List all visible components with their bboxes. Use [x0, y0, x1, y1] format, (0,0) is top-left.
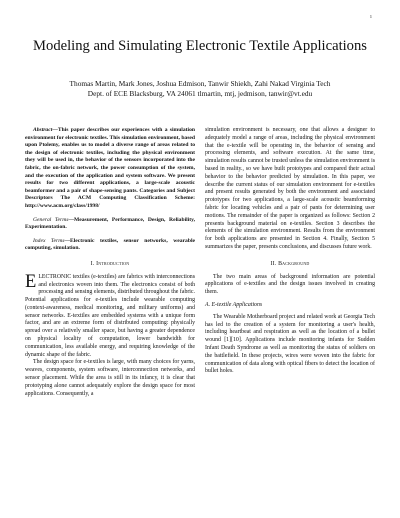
intro-paragraph-2: The design space for e-textiles is large, with many choices for yarns, weaves, components, system software, interconnection networks, and sensor placement. While the area is still in its infancy, it is clear that prototyping alone cannot adequately explore the design space for most applications. Consequently, a: [25, 359, 195, 397]
paper-title: Modeling and Simulating Electronic Textile Applications: [33, 38, 367, 54]
section-heading-background: II. Background: [270, 260, 310, 267]
abstract-text: —This paper describes our experiences with a simulation environment for electronic textiles. This simulation environment, based upon Ptolemy, enables us to model a diverse range of areas related to the design of electronic textiles, including the physical environment they will be used in, the behavior of the sensors incorporated into the fabric, the on-fabric network, the power consumption of the system, and the execution of the application and system software. We present results for two different applications, a large-scale acoustic beamformer and a pair of shape-sensing pants. Categories and Subject Descriptors The ACM Computing Classification Scheme: http://www.acm.org/class/1998/: [25, 127, 195, 209]
general-terms-label: General Terms: [33, 216, 69, 223]
authors-line: Thomas Martin, Mark Jones, Joshua Edmison, Tanwir Shiekh, Zahi Nakad Virginia Tech: [69, 79, 331, 88]
drop-cap: E: [25, 271, 37, 292]
abstract-label: Abstract: [33, 127, 53, 133]
background-paragraph-1: The two main areas of background information are potential applications of e-textiles and the design issues involved in creating them.: [205, 273, 375, 296]
general-terms: [25, 217, 195, 232]
intro-paragraph-2-continued: simulation environment is necessary, one that allows a designer to adequately model a range of areas, including the physical environment that the e-textile will be operating in, the behavior of sensing and processing elements, and software execution. At the same time, simulation results cannot be trusted unless the simulation environment is based in reality., so we have built prototypes and compared their actual behavior to the behavior predicted by simulation. In this paper, we describe the current status of our simulation environment for e-textiles and present results generated by both the environment and associated prototypes for two applications, a large-scale acoustic beamforming fabric for locating vehicles and a pair of pants for determining user motions. The remainder of the paper is organized as follows: Section 2 presents background material on e-textiles. Section 3 describes the elements of the simulation environment. Results from the environment for both applications are presented in Section 4. Finally, Section 5 summarizes the paper, presents conclusions, and discusses future work.: [205, 127, 375, 250]
intro-paragraph-1-text: LECTRONIC textiles (e-textiles) are fabrics with interconnections and electronics woven into them. The electronics consist of both processing and sensing elements, distributed throughout the fabric. Potential applications for e-textiles include wearable computing (context-awareness, medical monitoring, and military uniforms) and sensor networks. E-textiles are embedded systems with a unique form factor, and are an extreme form of distributed computing: physically spread over a relatively smaller space, but having a greater dependence on physical locality of computation, lower bandwidth for communication, less available energy, and requiring knowledge of the dynamic shape of the fabric.: [25, 273, 195, 358]
author-block: [0, 79, 400, 98]
affiliation-line: Dept. of ECE Blacksburg, VA 24061 tlmartin, mtj, jedmison, tanwir@vt.edu: [87, 88, 313, 98]
general-terms-text: —Measurement, Performance, Design, Reliability, Experimentation.: [25, 216, 195, 231]
subsection-heading-etextile-applications: A. E-textile Applications: [205, 301, 263, 308]
right-column: [205, 127, 375, 376]
index-terms: [25, 238, 195, 253]
intro-paragraph-1: [25, 271, 195, 360]
page-number: 1: [369, 14, 372, 19]
index-terms-text: —Electronic textiles, sensor networks, wearable computing, simulation.: [25, 237, 195, 252]
background-paragraph-2: The Wearable Motherboard project and related work at Georgia Tech has led to the creation of a system for monitoring a user's health, including heartbeat and respiration as well as the location of a bullet wound [1][10]. Applications include monitoring infants for Sudden Infant Death Syndrome as well as monitoring the status of soldiers on the battlefield. In these projects, wires were woven into the fabric for communication of data along with optical fibers to detect the location of bullet holes.: [205, 313, 375, 375]
left-column: [25, 127, 195, 398]
section-heading-introduction: I. Introduction: [90, 260, 130, 267]
abstract: [25, 127, 195, 211]
index-terms-label: Index Terms: [33, 237, 65, 244]
